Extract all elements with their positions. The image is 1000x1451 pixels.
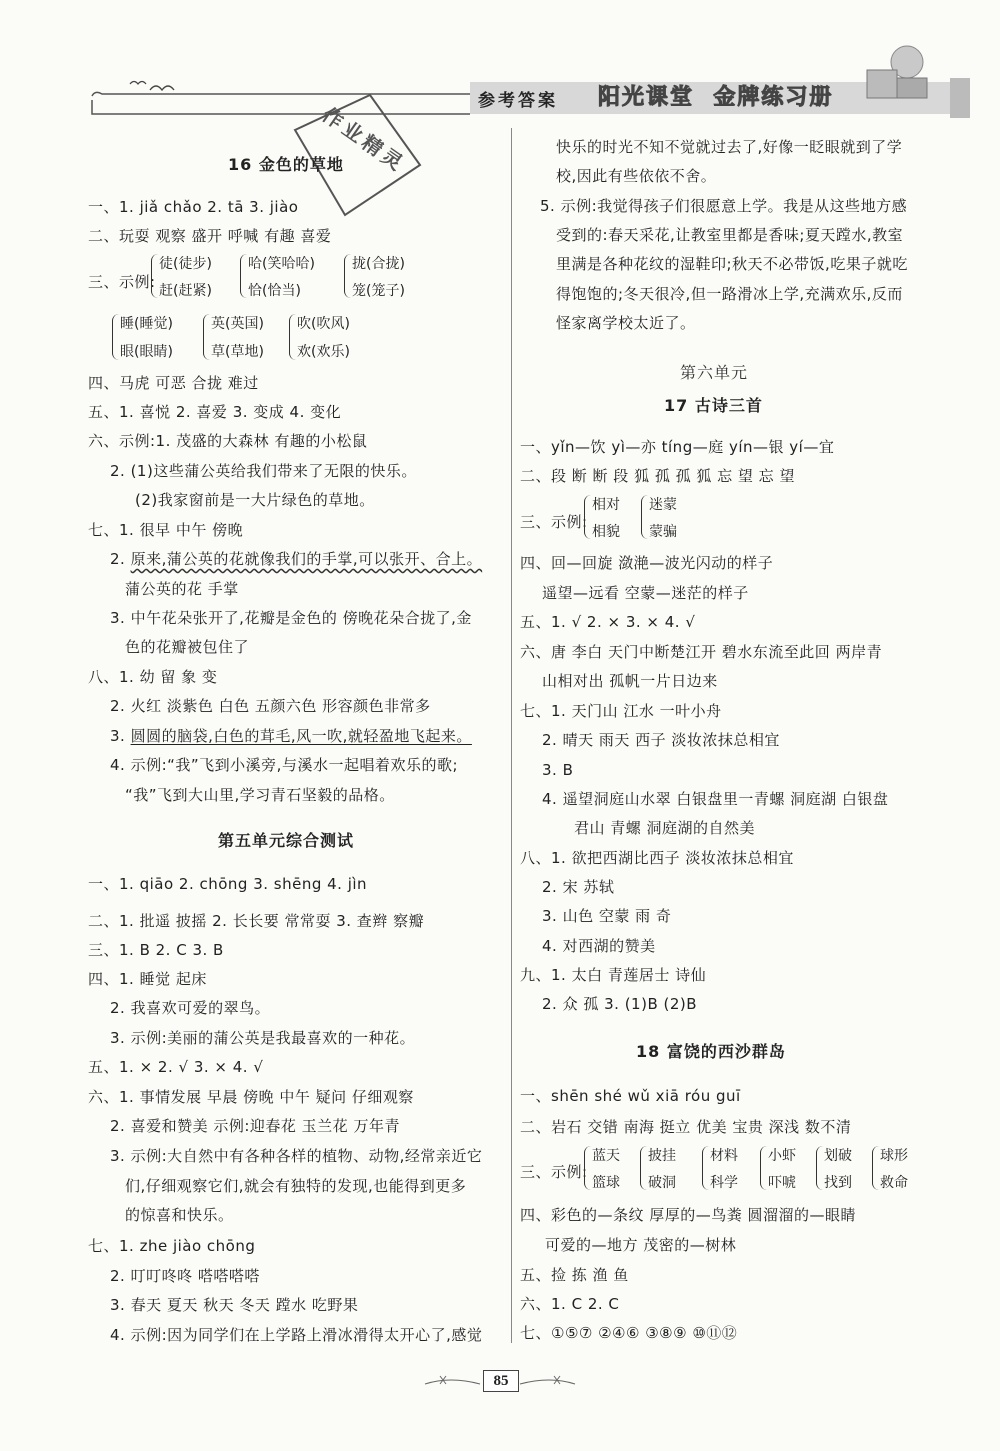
brace [760, 1146, 767, 1190]
u5-line-6c: 3. 示例:大自然中有各种各样的植物、动物,经常亲近它 [110, 1147, 483, 1165]
brace [151, 254, 158, 298]
brace [584, 1146, 591, 1190]
l16-line-3-label: 三、示例: [88, 273, 156, 291]
l17-line-8c: 3. 山色 空蒙 雨 奇 [542, 907, 672, 925]
l16-line-7b [110, 549, 482, 569]
word-pair-item: 草(草地) [211, 344, 264, 360]
word-pair-item: 相貌 [592, 524, 620, 540]
r-line-3: 5. 示例:我觉得孩子们很愿意上学。我是从这些地方感 [540, 197, 908, 215]
l16-line-2: 二、玩耍 观察 盛开 呼喊 有趣 喜爱 [88, 227, 332, 245]
l18-line-7: 七、①⑤⑦ ②④⑥ ③⑧⑨ ⑩⑪⑫ [520, 1324, 738, 1342]
l16-line-7e: 色的花瓣被包住了 [125, 638, 250, 656]
l17-line-2: 二、段 断 断 段 狐 孤 孤 狐 忘 望 忘 望 [520, 467, 795, 485]
unit6-heading: 第六单元 [680, 363, 749, 382]
word-pair-item: 球形 [880, 1148, 908, 1164]
l16-line-8c [110, 726, 472, 746]
u5-line-2: 二、1. 批遥 披摇 2. 长长要 常常耍 3. 查辫 察瓣 [88, 912, 425, 930]
word-pair-item: 英(英国) [211, 316, 264, 332]
l16-line-4: 四、马虎 可恶 合拢 难过 [88, 374, 259, 392]
word-pair-item: 蒙骗 [649, 524, 677, 540]
brace [584, 495, 591, 539]
l16-line-8d: 4. 示例:“我”飞到小溪旁,与溪水一起唱着欢乐的歌; [110, 756, 458, 774]
word-pair-item: 迷蒙 [649, 497, 677, 513]
word-pair-item: 眼(眼睛) [120, 344, 173, 360]
l16-line-6c: (2)我家窗前是一大片绿色的草地。 [135, 491, 375, 509]
word-pair-item: 蓝天 [592, 1148, 620, 1164]
section-title-17: 17 古诗三首 [664, 396, 763, 415]
l16-line-7b-wavy: 原来,蒲公英的花就像我们的手掌,可以张开、合上。 [130, 550, 483, 568]
u5-line-3: 三、1. B 2. C 3. B [88, 941, 224, 959]
u5-line-5: 五、1. × 2. √ 3. × 4. √ [88, 1058, 264, 1076]
l18-line-6: 六、1. C 2. C [520, 1295, 620, 1313]
r-line-2: 校,因此有些依依不舍。 [556, 167, 717, 185]
word-pair-item: 科学 [710, 1175, 738, 1191]
word-pair-item: 拢(合拢) [352, 256, 405, 272]
l16-line-8b: 2. 火红 淡紫色 白色 五颜六色 形容颜色非常多 [110, 697, 431, 715]
section-title-unit5-test: 第五单元综合测试 [218, 831, 355, 850]
r-line-1: 快乐的时光不知不觉就过去了,好像一眨眼就到了学 [556, 138, 903, 156]
l17-line-9b: 2. 众 孤 3. (1)B (2)B [542, 995, 698, 1013]
l18-line-1: 一、shēn shé wǔ xiā róu guī [520, 1087, 741, 1105]
word-pair-item: 笼(笼子) [352, 283, 405, 299]
l17-line-7c: 3. B [542, 761, 574, 779]
word-pair-item: 材料 [710, 1148, 738, 1164]
word-pair-item: 破洞 [648, 1175, 676, 1191]
u5-line-7b: 2. 叮叮咚咚 嗒嗒嗒嗒 [110, 1267, 260, 1285]
brace [203, 314, 210, 360]
r-line-4: 受到的:春天采花,让教室里都是香味;夏天蹚水,教室 [556, 226, 904, 244]
word-pair-item: 小虾 [768, 1148, 796, 1164]
l16-line-7c: 蒲公英的花 手掌 [125, 580, 239, 598]
l18-line-5: 五、捡 拣 渔 鱼 [520, 1266, 629, 1284]
u5-line-6b: 2. 喜爱和赞美 示例:迎春花 玉兰花 万年青 [110, 1117, 400, 1135]
l17-line-7: 七、1. 天门山 江水 一叶小舟 [520, 702, 722, 720]
brace [289, 314, 296, 360]
word-pair-item: 恰(恰当) [248, 283, 301, 299]
l16-line-8c-prefix: 3. [110, 727, 131, 745]
l16-line-8: 八、1. 幼 留 象 变 [88, 668, 218, 686]
ref-answer-title: 参考答案 [478, 91, 558, 111]
u5-line-7c: 3. 春天 夏天 秋天 冬天 蹚水 吃野果 [110, 1296, 359, 1314]
l16-line-1: 一、1. jiǎ chǎo 2. tā 3. jiào [88, 198, 299, 216]
u5-line-6d: 们,仔细观察它们,就会有独特的发现,也能得到更多 [125, 1177, 467, 1195]
word-pair-item: 徒(徒步) [159, 256, 212, 272]
l17-line-7e: 君山 青螺 洞庭湖的自然美 [574, 819, 756, 837]
house-icon [862, 40, 932, 100]
l17-line-7d: 4. 遥望洞庭山水翠 白银盘里一青螺 洞庭湖 白银盘 [542, 790, 889, 808]
l17-line-4b: 遥望—远看 空蒙—迷茫的样子 [542, 584, 749, 602]
word-pair-item: 相对 [592, 497, 620, 513]
l16-line-7d: 3. 中午花朵张开了,花瓣是金色的 傍晚花朵合拢了,金 [110, 609, 472, 627]
l17-line-6: 六、唐 李白 天门中断楚江开 碧水东流至此回 两岸青 [520, 643, 883, 661]
word-pair-item: 划破 [824, 1148, 852, 1164]
u5-line-4b: 2. 我喜欢可爱的翠鸟。 [110, 999, 271, 1017]
u5-line-1: 一、1. qiāo 2. chōng 3. shēng 4. jìn [88, 875, 368, 893]
u5-line-6: 六、1. 事情发展 早晨 傍晚 中午 疑问 仔细观察 [88, 1088, 414, 1106]
u5-line-6e: 的惊喜和快乐。 [125, 1206, 234, 1224]
word-pair-item: 欢(欢乐) [297, 344, 350, 360]
l17-line-9: 九、1. 太白 青莲居士 诗仙 [520, 966, 707, 984]
brace [702, 1146, 709, 1190]
brace [112, 314, 119, 360]
l17-line-3-label: 三、示例: [520, 513, 588, 531]
page-number: 85 [483, 1370, 519, 1392]
brace [240, 254, 247, 298]
r-line-7: 怪家离学校太近了。 [556, 314, 696, 332]
u5-line-4: 四、1. 睡觉 起床 [88, 970, 207, 988]
column-divider [511, 128, 512, 1343]
l18-line-4b: 可爱的—地方 茂密的—树林 [545, 1236, 737, 1254]
l16-line-8e: “我”飞到大山里,学习青石坚毅的品格。 [125, 786, 395, 804]
l17-line-8b: 2. 宋 苏轼 [542, 878, 615, 896]
r-line-5: 里满是各种花纹的湿鞋印;秋天不必带饭,吃果子就吃 [556, 255, 908, 273]
word-pair-item: 睡(睡觉) [120, 316, 173, 332]
word-pair-item: 赶(赶紧) [159, 283, 212, 299]
l18-line-3-label: 三、示例: [520, 1163, 588, 1181]
brace [816, 1146, 823, 1190]
l17-line-4: 四、回—回旋 潋滟—波光闪动的样子 [520, 554, 774, 572]
brace [641, 495, 648, 539]
l16-line-8c-underlined: 圆圆的脑袋,白色的茸毛,风一吹,就轻盈地飞起来。 [130, 727, 472, 745]
u5-line-7: 七、1. zhe jiào chōng [88, 1237, 256, 1255]
l17-line-1: 一、yǐn—饮 yì—亦 tíng—庭 yín—银 yí—宜 [520, 438, 835, 456]
brace [640, 1146, 647, 1190]
l16-line-7b-prefix: 2. [110, 550, 131, 568]
l17-line-5: 五、1. √ 2. × 3. × 4. √ [520, 613, 696, 631]
l18-line-4: 四、彩色的—条纹 厚厚的—鸟粪 圆溜溜的—眼睛 [520, 1206, 857, 1224]
u5-line-7d: 4. 示例:因为同学们在上学路上滑冰滑得太开心了,感觉 [110, 1326, 483, 1344]
brace [344, 254, 351, 298]
word-pair-item: 救命 [880, 1175, 908, 1191]
section-title-16: 16 金色的草地 [228, 155, 344, 174]
word-pair-item: 篮球 [592, 1175, 620, 1191]
section-title-18: 18 富饶的西沙群岛 [636, 1042, 786, 1061]
r-line-6: 得饱饱的;冬天很冷,但一路滑冰上学,充满欢乐,反而 [556, 285, 903, 303]
l16-line-6b: 2. (1)这些蒲公英给我们带来了无限的快乐。 [110, 462, 417, 480]
word-pair-item: 找到 [824, 1175, 852, 1191]
l17-line-6b: 山相对出 孤帆一片日边来 [542, 672, 718, 690]
word-pair-item: 吓唬 [768, 1175, 796, 1191]
series-title: 阳光课堂 金牌练习册 [598, 85, 834, 110]
l17-line-8d: 4. 对西湖的赞美 [542, 937, 656, 955]
word-pair-item: 吹(吹风) [297, 316, 350, 332]
l16-line-6: 六、示例:1. 茂盛的大森林 有趣的小松鼠 [88, 432, 368, 450]
l17-line-7b: 2. 晴天 雨天 西子 淡妆浓抹总相宜 [542, 731, 780, 749]
u5-line-4c: 3. 示例:美丽的蒲公英是我最喜欢的一种花。 [110, 1029, 416, 1047]
stamp-text: 作业精灵 [317, 102, 411, 178]
word-pair-item: 哈(笑哈哈) [248, 256, 315, 272]
l16-line-7: 七、1. 很早 中午 傍晚 [88, 521, 244, 539]
l17-line-8: 八、1. 欲把西湖比西子 淡妆浓抹总相宜 [520, 849, 794, 867]
brace [872, 1146, 879, 1190]
l16-line-5: 五、1. 喜悦 2. 喜爱 3. 变成 4. 变化 [88, 403, 342, 421]
l18-line-2: 二、岩石 交错 南海 挺立 优美 宝贵 深浅 数不清 [520, 1118, 852, 1136]
word-pair-item: 披挂 [648, 1148, 676, 1164]
